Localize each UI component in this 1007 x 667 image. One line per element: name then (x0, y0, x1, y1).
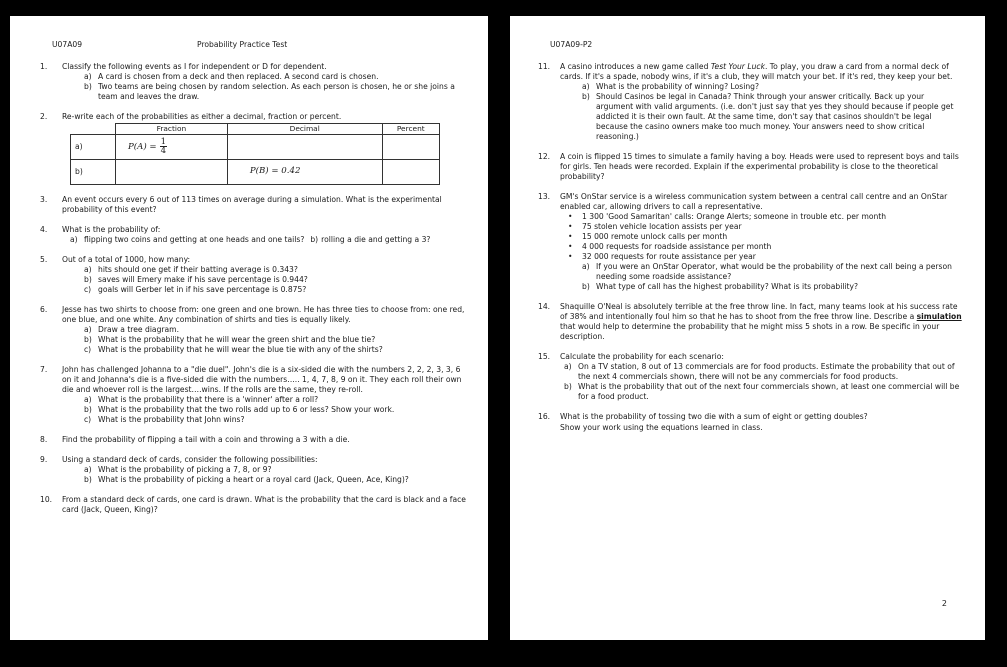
sub-question-a: a) Draw a tree diagram. (84, 325, 179, 335)
question-4 (40, 224, 466, 245)
question-text: What is the probability of: (62, 224, 161, 234)
page-1-header (52, 40, 466, 50)
bullet-icon: • (568, 252, 573, 262)
question-text: GM's OnStar service is a wireless communication system between a central call centre and an OnStar enabled car, allowing drivers to call a representative. (560, 192, 948, 212)
bullet-icon: • (568, 212, 573, 222)
question-11 (538, 62, 963, 142)
sub-question-c: c) What is the probability that John wins? (84, 415, 245, 425)
page-1-title: Probability Practice Test (197, 40, 288, 49)
header-fraction: Fraction (116, 124, 228, 135)
fraction-cell[interactable] (116, 159, 228, 184)
decimal-expression: P(B) = 0.42 (249, 166, 301, 177)
list-item: • 1 300 'Good Samaritan' calls: Orange Alerts; someone in trouble etc. per month (568, 212, 887, 222)
question-number: 9. (40, 455, 48, 465)
sub-question-c: c) What is the probability that he will wear the blue tie with any of the shirts? (84, 345, 383, 355)
percent-cell[interactable] (382, 134, 439, 159)
question-13 (538, 192, 963, 292)
fraction-expression: P(A) = $\frac{1}{4}$ (128, 136, 167, 157)
question-5 (40, 254, 466, 295)
game-name: Test Your Luck (710, 62, 765, 72)
table-row (71, 134, 440, 159)
question-text: Using a standard deck of cards, consider the following possibilities: (62, 455, 318, 465)
sub-question-c: c) goals will Gerber let in if his save percentage is 0.875? (84, 284, 307, 294)
question-text: Classify the following events as I for independent or D for dependent. (62, 62, 327, 72)
header-decimal: Decimal (227, 124, 382, 135)
list-item: • 4 000 requests for roadside assistance per month (568, 242, 772, 252)
question-10 (40, 495, 466, 515)
question-2 (40, 112, 466, 187)
question-text: Jesse has two shirts to choose from: one green and one brown. He has three ties to choose from: one red, one blue, and one white. Any combination of shirts and ties is equally likely. (62, 304, 465, 324)
question-text: A casino introduces a new game called Test Your Luck. To play, you draw a card from a normal deck of cards. If it's a spade, nobody wins, if it's a club, they will match your bet. If it's red, they keep your bet. (560, 62, 953, 82)
sub-question-b: b) What is the probability that the two rolls add up to 6 or less? Show your work. (84, 405, 395, 415)
sub-question-a: a) What is the probability of winning? Losing? (582, 82, 759, 92)
bullet-icon: • (568, 232, 573, 242)
question-text: An event occurs every 6 out of 113 times on average during a simulation. What is the experimental probability of this event? (62, 194, 442, 214)
question-9 (40, 455, 466, 485)
decimal-cell (227, 159, 382, 184)
question-number: 11. (538, 62, 551, 72)
bullet-icon: • (568, 222, 573, 232)
question-12 (538, 152, 963, 182)
page-2-code: U07A09-P2 (550, 40, 593, 49)
question-6 (40, 304, 466, 355)
question-number: 2. (40, 112, 48, 122)
question-text: Re-write each of the probabilities as either a decimal, fraction or percent. (62, 112, 342, 122)
question-number: 12. (538, 152, 551, 162)
sub-question-a: a) On a TV station, 8 out of 13 commercials are for food products. Estimate the probability that out of the next 4 commercials shown, there will not be any commercials for food products. (564, 362, 955, 382)
question-14 (538, 302, 963, 342)
sub-question-a: a) If you were an OnStar Operator, what would be the probability of the next call being a person needing some roadside assistance? (582, 262, 952, 282)
percent-cell[interactable] (382, 159, 439, 184)
sub-question-b: b) What is the probability that out of the next four commercials shown, at least one commercial will be for a food product. (564, 382, 960, 402)
question-number: 5. (40, 254, 48, 264)
question-instruction: Show your work using the equations learned in class. (560, 422, 763, 432)
question-number: 4. (40, 224, 48, 234)
question-16 (538, 412, 963, 432)
list-item: • 15 000 remote unlock calls per month (568, 232, 728, 242)
conversion-table (70, 123, 440, 185)
question-number: 15. (538, 352, 551, 362)
decimal-cell[interactable] (227, 134, 382, 159)
table-header-row (71, 124, 440, 135)
page-1-code: U07A09 (52, 40, 83, 49)
question-1 (40, 62, 466, 102)
question-text: A coin is flipped 15 times to simulate a family having a boy. Heads were used to represent boys and tails for girls. Ten heads were recorded. Explain if the experimental probability is close to the theoretical probability? (560, 152, 959, 182)
list-item: • 32 000 requests for route assistance per year (568, 252, 756, 262)
question-text: Shaquille O'Neal is absolutely terrible at the free throw line. In fact, many teams look at his success rate of 38% and intentionally foul him so that he has to shoot from the free throw line. Describe a simulation that would help to determine the probability that he might miss 5 shots in a row. Be specific in your description. (560, 302, 962, 342)
question-number: 16. (538, 412, 551, 422)
question-3 (40, 194, 466, 215)
sub-question-a: a) flipping two coins and getting at one heads and one tails? b) rolling a die and getting a 3? (70, 234, 431, 244)
question-number: 1. (40, 62, 48, 72)
question-number: 14. (538, 302, 551, 312)
sub-question-b: b) Two teams are being chosen by random selection. As each person is chosen, he or she joins a team and leaves the draw. (84, 82, 455, 102)
bullet-icon: • (568, 242, 573, 252)
question-text: What is the probability of tossing two die with a sum of eight or getting doubles? (560, 412, 868, 422)
question-number: 7. (40, 365, 48, 375)
sub-question-b: b) Should Casinos be legal in Canada? Think through your answer critically. Back up your argument with valid arguments. (i.e. don't just say that yes they should because if people get addicted it is their own fault. At the same time, don't say that casinos shouldn't be legal because the casino owners make too much money. Your answers need to show critical reasoning.) (582, 92, 954, 142)
question-number: 13. (538, 192, 551, 202)
sub-question-b: b) What type of call has the highest probability? What is its probability? (582, 282, 859, 292)
fraction-cell (116, 134, 228, 159)
row-label: a) (71, 134, 116, 159)
list-item: • 75 stolen vehicle location assists per year (568, 222, 742, 232)
sub-question-a: a) hits should one get if their batting average is 0.343? (84, 264, 298, 274)
question-number: 3. (40, 194, 48, 204)
question-number: 8. (40, 435, 48, 445)
question-15 (538, 352, 963, 402)
question-number: 10. (40, 495, 53, 505)
sub-question-a: a) What is the probability of picking a 7, 8, or 9? (84, 465, 272, 475)
sub-question-b: b) saves will Emery make if his save percentage is 0.944? (84, 274, 308, 284)
question-8 (40, 435, 466, 445)
question-text: Calculate the probability for each scenario: (560, 352, 724, 362)
page-number: 2 (941, 599, 947, 609)
sub-question-a: a) A card is chosen from a deck and then replaced. A second card is chosen. (84, 72, 379, 82)
sub-question-b: b) What is the probability of picking a heart or a royal card (Jack, Queen, Ace, King)? (84, 475, 409, 485)
question-text: John has challenged Johanna to a "die duel". John's die is a six-sided die with the numbers 2, 2, 2, 3, 3, 6 on it and Johanna's die is a five-sided die with the numbers….. 1, 4, 7, 8, 9 on it. They each roll their own die and whoever roll is the largest….wins. If the rolls are the same, they re-roll. (62, 365, 462, 395)
page-1 (10, 16, 488, 640)
question-text: From a standard deck of cards, one card is drawn. What is the probability that the card is black and a face card (Jack, Queen, King)? (62, 495, 466, 515)
question-text: Find the probability of flipping a tail with a coin and throwing a 3 with a die. (62, 435, 350, 445)
table-row (71, 159, 440, 184)
sub-question-b: b) What is the probability that he will wear the green shirt and the blue tie? (84, 335, 376, 345)
header-percent: Percent (382, 124, 439, 135)
question-7 (40, 365, 466, 425)
question-text: Out of a total of 1000, how many: (62, 254, 191, 264)
sub-question-a: a) What is the probability that there is a 'winner' after a roll? (84, 395, 319, 405)
page-2-header (550, 40, 963, 50)
question-number: 6. (40, 304, 48, 314)
underlined-term: simulation (916, 312, 962, 322)
row-label: b) (71, 159, 116, 184)
page-2 (510, 16, 985, 640)
